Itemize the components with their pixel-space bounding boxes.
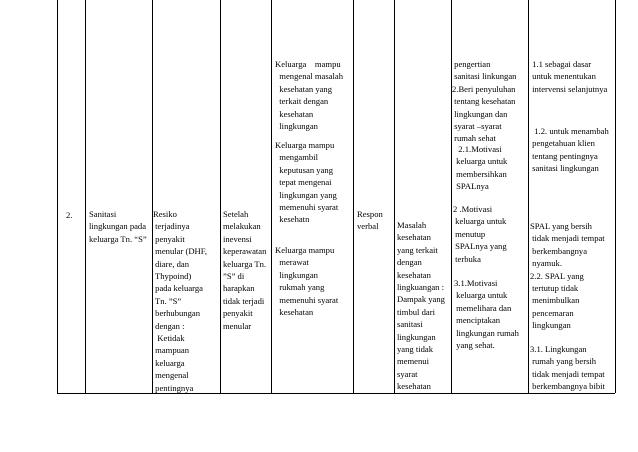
- cell-rationale-environment: 3.1. Lingkungan rumah yang bersih tidak menjadi tempat berkembangnya bibit: [530, 344, 605, 392]
- cell-rationale-spal: SPAL yang bersih tidak menjadi tempat berkembangnya nyamuk. 2.2. SPAL yang tertutup tidak menimbulkan pencemaran lingkungan: [530, 221, 605, 331]
- cell-diagnosis: Sanitasi lingkungan pada keluarga Tn. “S”: [89, 209, 147, 244]
- cell-rationale-knowledge: 1.2. untuk menambah pengetahuan klien tentang pentingnya sanitasi lingkungan: [532, 126, 609, 174]
- cell-tuk-recognize: Keluarga mampu mengenal masalah kesehatan yang terkait dengan kesehatan lingkungan: [275, 59, 344, 132]
- cell-number: 2.: [66, 210, 73, 220]
- cell-tuk-care: Keluarga mampu merawat lingkungan rukmah yang memenuhi syarat kesehatan: [275, 245, 339, 318]
- cell-intervention: Setelah melakukan inevensi keperawatan keluarga Tn. ”S” di harapkan tidak terjadi penyakit menular: [223, 209, 267, 331]
- cell-education-clean-spal: 2.1.Motivasi keluarga untuk membersihkan SPALnya: [456, 144, 508, 192]
- cell-standard: Masalah kesehatan yang terkait dengan kesehatan lingkuangan : Dampak yang timbul dari sanitasi lingkungan yang tidak memenui syarat kesehatan: [397, 220, 445, 392]
- column-divider: [271, 0, 272, 393]
- cell-rationale-basis: 1.1 sebagai dasar untuk menentukan intervensi selanjutnya: [532, 59, 608, 94]
- column-divider: [353, 0, 354, 393]
- cell-risk: Resiko terjadinya penyakit menular (DHF, diare, dan Thypoind) pada keluarga Tn. ”S” berhubungan dengan : Ketidak mampuan keluarga mengenal pentingnya: [153, 209, 207, 393]
- cell-tuk-decide: Keluarga mampu mengambil keputusan yang tepat mengenai lingkungan yang memenuhi syarat kesehatn: [275, 140, 339, 225]
- column-divider: [220, 0, 221, 393]
- table-border-left: [57, 0, 58, 393]
- cell-education-cover-spal: 2 .Motivasi keluarga untuk menutup SPALnya yang terbuka: [453, 204, 507, 264]
- column-divider: [528, 0, 529, 393]
- cell-criteria: Respon verbal: [357, 209, 383, 232]
- cell-education-home: 3.1.Motivasi keluarga untuk memelihara dan menciptakan lingkungan rumah yang sehat.: [454, 278, 519, 351]
- column-divider: [85, 0, 86, 393]
- column-divider: [394, 0, 395, 393]
- table-border-right: [615, 0, 616, 393]
- cell-education-counseling: pengertian sanitasi linkungan 2.Beri penyuluhan tentang kesehatan lingkungan dan syarat –syarat rumah sehat: [452, 59, 517, 144]
- table-bottom-border: [57, 393, 615, 394]
